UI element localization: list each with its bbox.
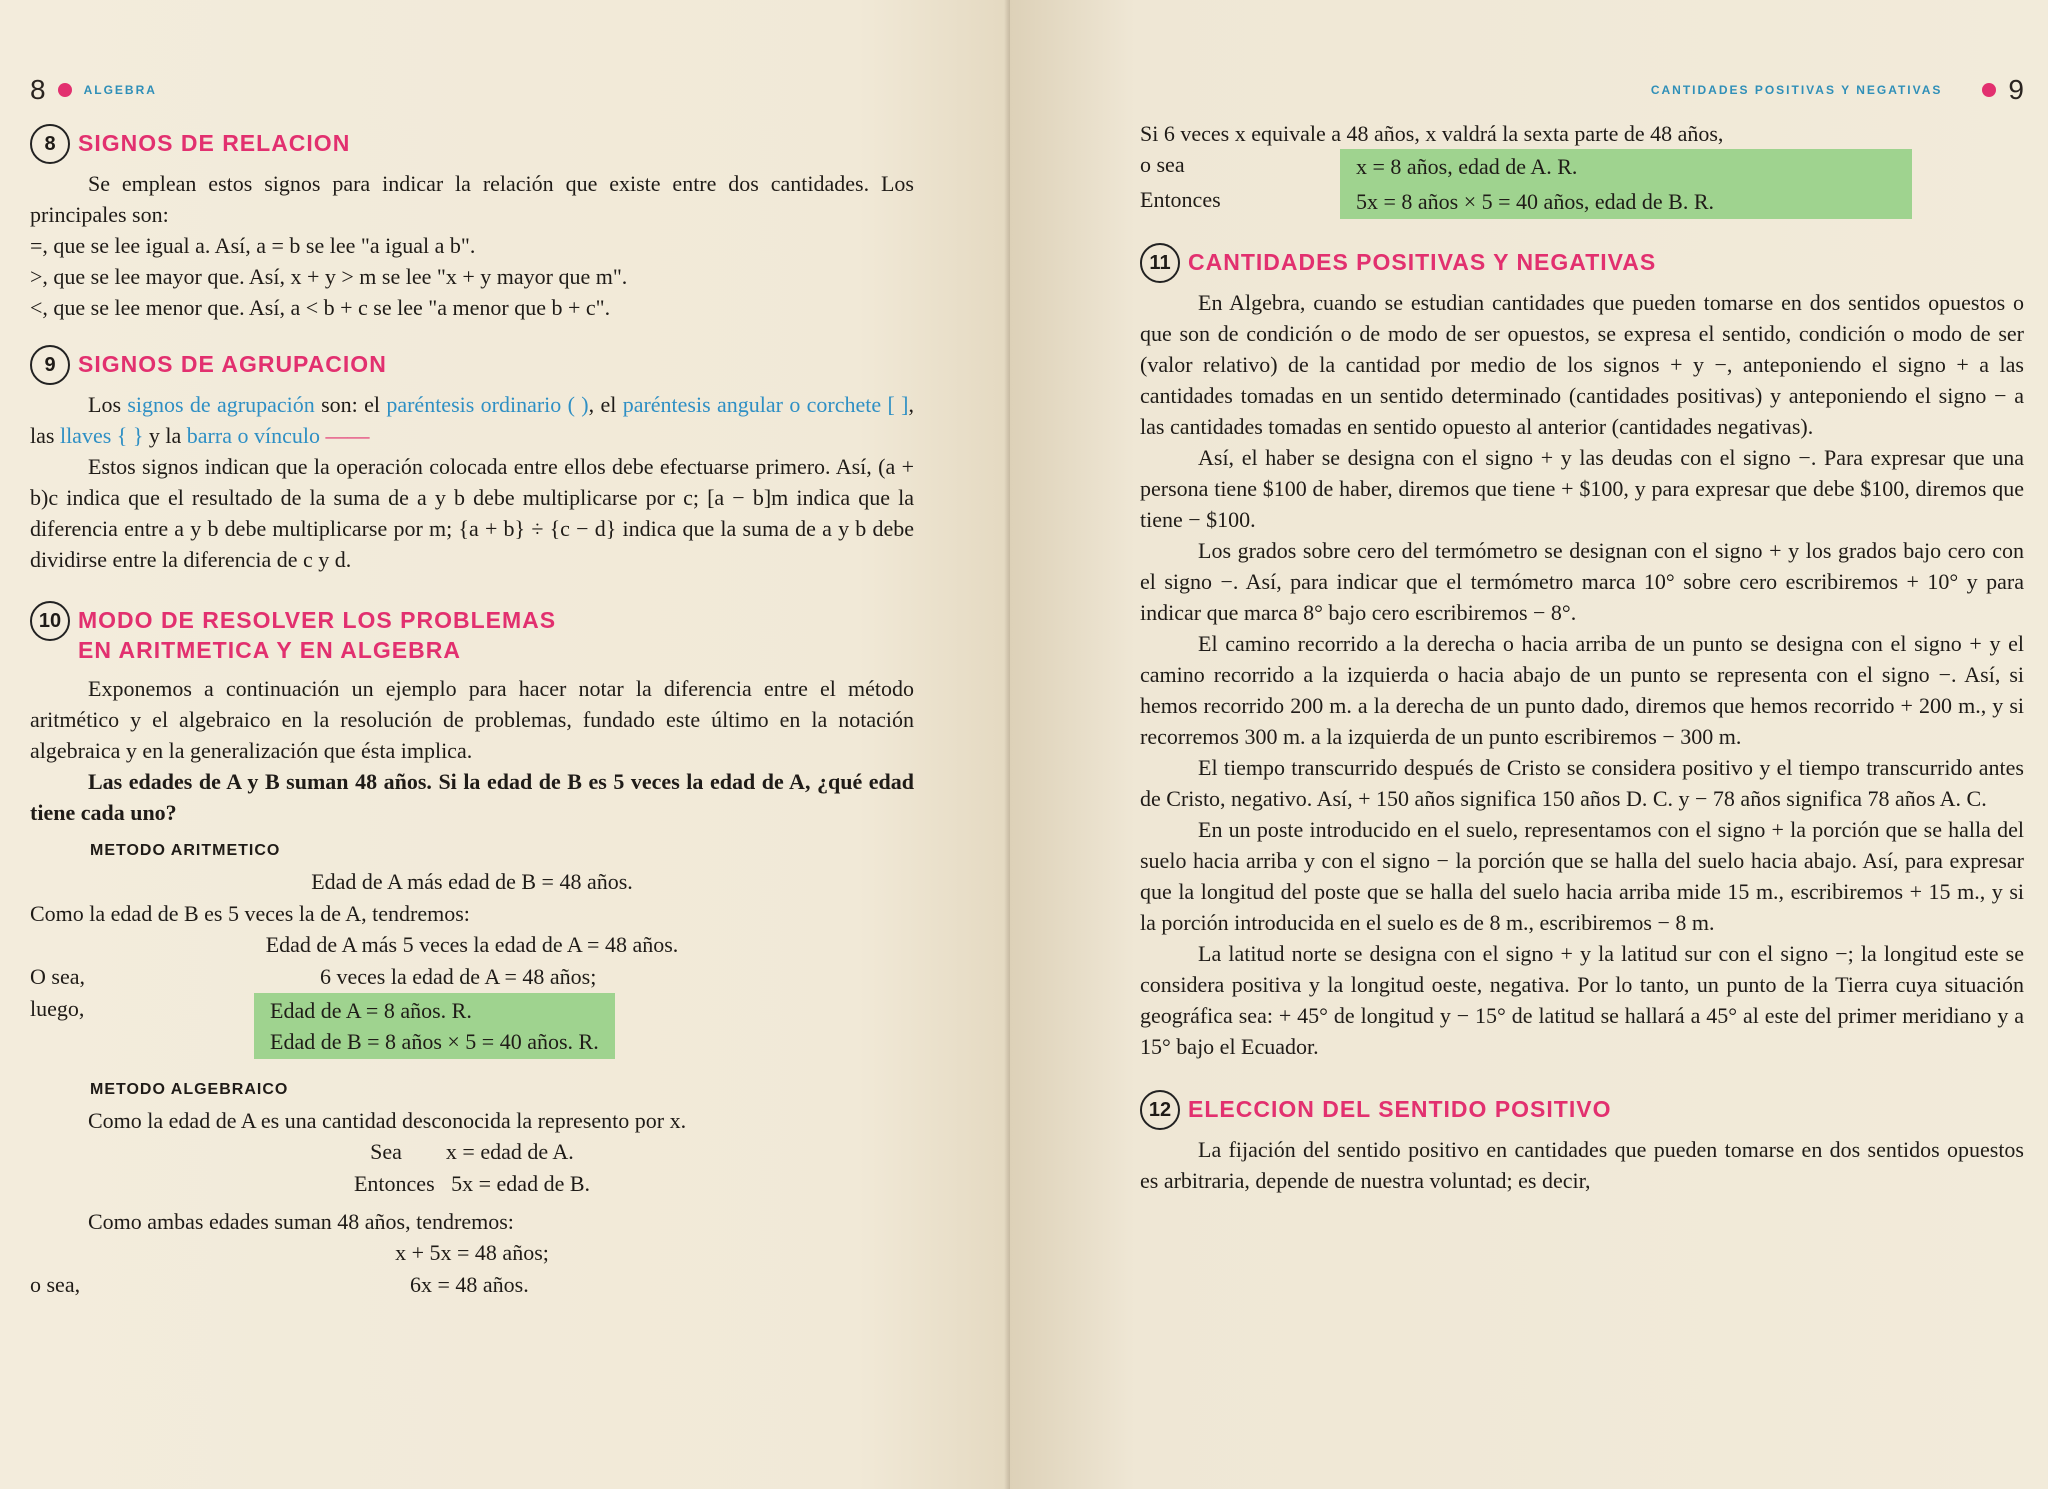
paragraph: Como la edad de A es una cantidad desconocida la represento por x. [88, 1108, 687, 1133]
answer-box: x = 8 años, edad de A. R. [1340, 149, 1912, 184]
row-label: o sea [1140, 152, 1185, 177]
text-run: , las [30, 392, 914, 448]
right-page [1010, 0, 2048, 1489]
section-title-line: EN ARITMETICA Y EN ALGEBRA [78, 637, 461, 663]
bullet-icon [1982, 83, 1996, 97]
term-highlight: paréntesis ordinario ( ) [386, 392, 589, 417]
text-run: Los [88, 392, 128, 417]
section-title: SIGNOS DE RELACION [78, 130, 351, 156]
paragraph: Exponemos a continuación un ejemplo para hacer notar la diferencia entre el método aritmético y el algebraico en la resolución de problemas, fundado este último en la notación algebraica y en la generalización que ésta implica. [30, 676, 914, 763]
right-running-header [1140, 70, 2024, 110]
paragraph: El tiempo transcurrido después de Cristo se considera positivo y el tiempo transcurrido antes de Cristo, negativo. Así, + 150 años significa 150 años D. C. y − 78 años significa 78 años A. C. [1140, 755, 2024, 811]
vinculo-bar: —— [319, 423, 370, 448]
left-running-header [30, 70, 914, 110]
bullet-icon [58, 83, 72, 97]
paragraph [30, 389, 914, 451]
equation-line: x + 5x = 48 años; [395, 1240, 549, 1265]
page-number: 8 [30, 74, 46, 105]
problem-statement [30, 766, 914, 828]
section-title: CANTIDADES POSITIVAS Y NEGATIVAS [1188, 249, 1657, 275]
relation-line: >, que se lee mayor que. Así, x + y > m se lee "x + y mayor que m". [30, 264, 628, 289]
section-number-badge: 9 [30, 345, 70, 385]
paragraph: La fijación del sentido positivo en cantidades que pueden tomarse en dos sentidos opuestos es arbitraria, depende de nuestra voluntad; es decir, [1140, 1137, 2024, 1193]
section-heading [30, 124, 914, 164]
term-highlight: barra o vínculo [186, 423, 320, 448]
running-title: ALGEBRA [83, 83, 157, 97]
term-highlight: paréntesis angular o corchete [ ] [622, 392, 909, 417]
row-label: Entonces [1140, 187, 1221, 212]
section-title: ELECCION DEL SENTIDO POSITIVO [1188, 1096, 1612, 1122]
section-title-line: MODO DE RESOLVER LOS PROBLEMAS [78, 607, 557, 633]
row-label: o sea, [30, 1272, 81, 1297]
section-heading [30, 601, 914, 665]
term-highlight: signos de agrupación [127, 392, 315, 417]
paragraph: Si 6 veces x equivale a 48 años, x valdrá la sexta parte de 48 años, [1140, 121, 1724, 146]
section-number-badge: 10 [30, 601, 70, 641]
section-title: SIGNOS DE AGRUPACION [78, 351, 387, 377]
equation-row [30, 1269, 914, 1301]
row-label: luego, [30, 996, 85, 1021]
text-run: y la [143, 423, 187, 448]
paragraph: En un poste introducido en el suelo, representamos con el signo + la porción que se halla del suelo hacia arriba y con el signo − la porción que se halla del suelo hacia abajo. Así, para expresar que la longitud del poste que se halla del suelo hacia arriba mide 15 m., escribiremos + 15 m., y si la porción introducida en el suelo es de 8 m., escribiremos − 8 m. [1140, 817, 2024, 935]
equation-row [30, 961, 914, 993]
answer-box [254, 993, 615, 1059]
section-12 [1140, 1090, 2024, 1196]
text-run: son: el [314, 392, 387, 417]
paragraph: Se emplean estos signos para indicar la relación que existe entre dos cantidades. Los principales son: [30, 171, 914, 227]
equation-text: 6 veces la edad de A = 48 años; [320, 964, 597, 989]
answer-row [30, 993, 914, 1059]
equation-line: Entonces 5x = edad de B. [353, 1171, 591, 1196]
section-number-badge: 8 [30, 124, 70, 164]
answer-box: 5x = 8 años × 5 = 40 años, edad de B. R. [1340, 184, 1912, 219]
paragraph: Así, el haber se designa con el signo + y las deudas con el signo −. Para expresar que una persona tiene $100 de haber, diremos que tiene + $100, y para expresar que debe $100, diremos que tiene − $100. [1140, 445, 2024, 532]
left-page [0, 0, 1010, 1489]
term-highlight: llaves { } [59, 423, 144, 448]
section-8 [30, 124, 914, 323]
relation-line: <, que se lee menor que. Así, a < b + c se lee "a menor que b + c". [30, 295, 611, 320]
paragraph: El camino recorrido a la derecha o hacia arriba de un punto se designa con el signo + y el camino recorrido a la izquierda o hacia abajo de un punto se representa con el signo −. Así, si hemos recorrido 200 m. a la derecha de un punto dado, diremos que hemos recorrido + 200 m., y si recorremos 300 m. a la izquierda de un punto escribiremos − 300 m. [1140, 631, 2024, 749]
row-label: O sea, [30, 964, 85, 989]
section-11 [1140, 243, 2024, 1062]
section-heading [1140, 243, 2024, 283]
section-10 [30, 601, 914, 1301]
paragraph: Como la edad de B es 5 veces la de A, tendremos: [30, 901, 470, 926]
section-number-badge: 12 [1140, 1090, 1180, 1130]
section-9 [30, 345, 914, 575]
paragraph: Los grados sobre cero del termómetro se designan con el signo + y los grados bajo cero con el signo −. Así, para indicar que el termómetro marca 10° sobre cero escribiremos + 10° y para indicar que marca 8° bajo cero escribiremos − 8°. [1140, 538, 2024, 625]
answer-row [1140, 184, 2024, 219]
running-title: CANTIDADES POSITIVAS Y NEGATIVAS [1650, 83, 1943, 97]
answer-line: Edad de B = 8 años × 5 = 40 años. R. [270, 1029, 599, 1054]
section-heading [1140, 1090, 2024, 1130]
equation-text: 6x = 48 años. [410, 1272, 529, 1297]
section-heading [30, 345, 914, 385]
relation-line: =, que se lee igual a. Así, a = b se lee "a igual a b". [30, 233, 476, 258]
section-title [78, 601, 556, 665]
problem-text: Las edades de A y B suman 48 años. Si la edad de B es 5 veces la edad de A, ¿qué edad tiene cada uno? [30, 769, 914, 825]
paragraph: Como ambas edades suman 48 años, tendremos: [88, 1209, 514, 1234]
paragraph: Estos signos indican que la operación colocada entre ellos debe efectuarse primero. Así, (a + b)c indica que el resultado de la suma de a y b debe multiplicarse por c; [a − b]m indica que la diferencia entre a y b debe multiplicarse por m; {a + b} ÷ {c − d} indica que la suma de a y b debe dividirse entre la diferencia de c y d. [30, 454, 914, 572]
subheading-algebraic: METODO ALGEBRAICO [90, 1081, 289, 1098]
subheading-arithmetic: METODO ARITMETICO [90, 842, 281, 859]
equation-line: Edad de A más edad de B = 48 años. [311, 869, 633, 894]
answer-line: Edad de A = 8 años. R. [270, 998, 472, 1023]
equation-line: Sea x = edad de A. [370, 1139, 574, 1164]
answer-row [1140, 149, 2024, 184]
section-number-badge: 11 [1140, 243, 1180, 283]
paragraph: La latitud norte se designa con el signo + y la latitud sur con el signo −; la longitud este se considera positiva y la longitud oeste, negativa. Por lo tanto, un punto de la Tierra cuya situación geográfica sea: + 45° de longitud y − 15° de latitud se hallará a 45° al este del primer meridiano y a 15° bajo el Ecuador. [1140, 941, 2024, 1059]
equation-line: Edad de A más 5 veces la edad de A = 48 años. [265, 932, 679, 957]
paragraph: En Algebra, cuando se estudian cantidades que pueden tomarse en dos sentidos opuestos o que son de condición o de modo de ser opuestos, se expresa el sentido, condición o modo de ser (valor relativo) de la cantidad por medio de los signos + y −, anteponiendo el signo + a las cantidades tomadas en un sentido determinado (cantidades positivas) y anteponiendo el signo − a las cantidades tomadas en sentido opuesto al anterior (cantidades negativas). [1140, 290, 2024, 439]
page-number: 9 [2008, 74, 2024, 105]
text-run: , el [588, 392, 623, 417]
